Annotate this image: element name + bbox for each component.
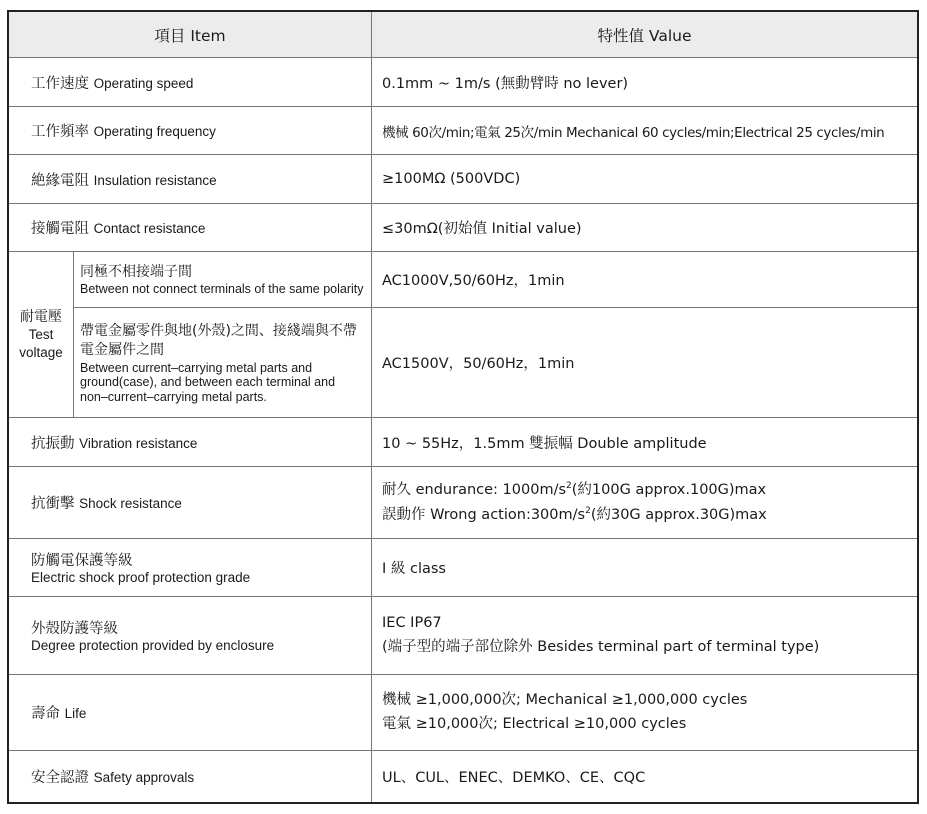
row-enclosure [9,596,918,674]
test-voltage-label [9,252,74,418]
sub-item-cell [74,252,372,308]
superscript: 2 [566,481,572,492]
row-electric-shock [9,538,918,596]
item-zh: 抗振動 [31,435,75,452]
value-cell: AC1500V，50/60Hz，1min [372,308,918,418]
value-cell: 機械 60次/min;電氣 25次/min Mechanical 60 cycles/min;Electrical 25 cycles/min [372,107,918,155]
row-life [9,674,918,750]
row-speed [9,58,918,107]
value-cell: ≥100MΩ (500VDC) [372,155,918,204]
sub-item-zh: 帶電金屬零件與地(外殼)之間、接綫端與不帶電金屬件之間 [80,322,357,359]
value-cell [372,674,918,750]
sub-item-zh: 同極不相接端子間 [80,263,192,280]
item-zh: 壽命 [31,705,60,722]
row-frequency [9,107,918,155]
row-safety [9,750,918,802]
test-voltage-en-1: Test [28,327,54,343]
item-cell [9,750,372,802]
value-cell [372,467,918,538]
test-voltage-zh: 耐電壓 [20,309,62,326]
spec-table [8,11,918,803]
value-cell: ≤30mΩ(初始值 Initial value) [372,204,918,252]
sub-item-en: Between current–carrying metal parts and ground(case), and between each terminal and non–current–carrying metal parts. [80,360,336,404]
value-cell: UL、CUL、ENEC、DEMKO、CE、CQC [372,750,918,802]
item-en: Vibration resistance [79,435,198,451]
item-zh: 防觸電保護等級 [31,553,133,570]
header-value: 特性值 Value [372,12,918,58]
value-cell: 10 ~ 55Hz，1.5mm 雙振幅 Double amplitude [372,418,918,467]
item-cell [9,155,372,204]
row-vibration [9,418,918,467]
row-insulation [9,155,918,204]
item-en: Electric shock proof protection grade [31,570,251,586]
item-en: Shock resistance [79,496,182,511]
item-en: Contact resistance [93,221,206,237]
value-cell: 0.1mm ~ 1m/s (無動臂時 no lever) [372,58,918,107]
item-cell [9,538,372,596]
shock-wrong-text: 誤動作 Wrong action:300m/s [382,506,586,523]
item-en: Operating speed [93,75,194,91]
enclosure-note: (端子型的端子部位除外 Besides terminal part of terminal type) [382,639,820,656]
shock-wrong-action [382,503,917,528]
test-voltage-en-2: voltage [19,344,63,360]
life-mechanical: 機械 ≥1,000,000次; Mechanical ≥1,000,000 cycles [382,691,748,708]
value-cell: Ⅰ 級 class [372,538,918,596]
item-zh: 接觸電阻 [31,221,89,238]
item-zh: 抗衝擊 [31,496,75,512]
shock-endurance-text: 耐久 endurance: 1000m/s [382,481,567,498]
item-cell [9,467,372,538]
header-item: 項目 Item [9,12,372,58]
value-cell: AC1000V,50/60Hz，1min [372,252,918,308]
shock-wrong-rest: (約30G approx.30G)max [590,506,767,523]
enclosure-rating: IEC IP67 [382,614,442,631]
shock-endurance [382,478,917,503]
item-zh: 工作速度 [31,75,89,92]
item-zh: 絶緣電阻 [31,172,89,189]
header-row [9,12,918,58]
row-test-voltage-2 [9,308,918,418]
value-cell [372,596,918,674]
row-contact [9,204,918,252]
item-zh: 工作頻率 [31,124,89,141]
life-electrical: 電氣 ≥10,000次; Electrical ≥10,000 cycles [382,716,687,733]
item-en: Insulation resistance [93,172,217,188]
superscript: 2 [585,505,591,516]
item-cell [9,107,372,155]
item-cell [9,674,372,750]
item-en: Degree protection provided by enclosure [31,638,275,654]
item-cell [9,204,372,252]
item-cell [9,58,372,107]
item-zh: 安全認證 [31,769,89,786]
item-en: Safety approvals [93,769,195,785]
item-en: Life [64,705,87,721]
row-test-voltage-1 [9,252,918,308]
sub-item-en: Between not connect terminals of the same polarity [80,282,364,297]
sub-item-cell [74,308,372,418]
row-shock [9,467,918,538]
item-zh: 外殻防護等級 [31,621,118,638]
item-en: Operating frequency [93,124,216,140]
item-cell [9,418,372,467]
item-cell [9,596,372,674]
shock-endurance-rest: (約100G approx.100G)max [571,481,767,498]
